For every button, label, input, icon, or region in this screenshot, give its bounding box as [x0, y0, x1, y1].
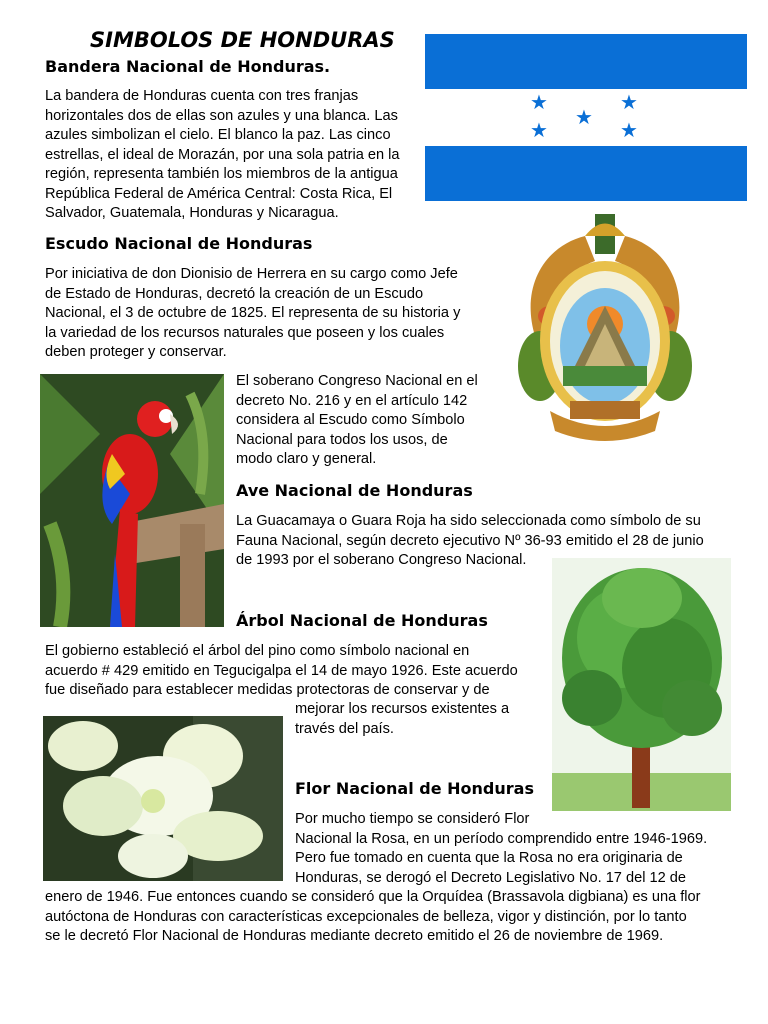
text-line: se le decretó Flor Nacional de Honduras mediante decreto emitido el 26 de noviembre de 1969.	[45, 928, 664, 944]
text-line: Salvador, Guatemala, Honduras y Nicaragua.	[45, 205, 339, 221]
text-line: La bandera de Honduras cuenta con tres franjas	[45, 88, 359, 104]
text-line: de Estado de Honduras, decretó la creación de un Escudo	[45, 285, 424, 302]
text-line: Honduras, se derogó el Decreto Legislativo No. 17 del 12 de	[295, 869, 687, 886]
text-line: Nacional la Rosa, en un período comprendido entre 1946-1969.	[295, 830, 708, 847]
text-line: de 1993 por el soberano Congreso Nacional.	[236, 552, 527, 568]
ave-heading: Ave Nacional de Honduras	[236, 481, 473, 500]
text-line: enero de 1946. Fue entonces cuando se consideró que la Orquídea (Brassavola digbiana) es una flor	[45, 889, 701, 905]
text-line: modo claro y general.	[236, 451, 377, 467]
text-line: República Federal de América Central: Costa Rica, El	[45, 185, 393, 202]
text-line: El gobierno estableció el árbol del pino como símbolo nacional en	[45, 643, 470, 659]
bandera-heading: Bandera Nacional de Honduras.	[45, 57, 331, 76]
orchid-icon	[43, 716, 283, 881]
text-line: El soberano Congreso Nacional en el	[236, 373, 478, 389]
star-icon: ★	[530, 92, 548, 114]
star-icon: ★	[575, 107, 593, 129]
escudo-heading: Escudo Nacional de Honduras	[45, 234, 313, 253]
text-line: La Guacamaya o Guara Roja ha sido seleccionada como símbolo de su	[236, 513, 701, 529]
escudo-text	[45, 265, 460, 363]
coat-of-arms-icon	[515, 206, 695, 446]
flor-text	[295, 810, 707, 888]
text-line: mejorar los recursos existentes a	[295, 701, 510, 717]
text-line: Pero fue tomado en cuenta que la Rosa no era originaria de	[295, 850, 683, 866]
star-icon: ★	[530, 120, 548, 142]
tree-icon	[552, 558, 731, 811]
text-line: acuerdo # 429 emitido en Tegucigalpa el 14 de mayo 1926. Este acuerdo	[45, 662, 518, 679]
arbol-text	[45, 642, 518, 701]
flor-text-2	[45, 888, 701, 947]
page-title: SIMBOLOS DE HONDURAS	[90, 28, 395, 52]
star-icon: ★	[620, 120, 638, 142]
text-line: fue diseñado para establecer medidas protectoras de conservar y de	[45, 682, 490, 698]
text-line: considera al Escudo como Símbolo	[236, 412, 465, 428]
honduras-flag-icon	[425, 34, 747, 201]
arbol-text-2	[295, 700, 509, 739]
bandera-text	[45, 87, 400, 224]
text-line: Fauna Nacional, según decreto ejecutivo Nº 36-93 emitido el 28 de junio	[236, 532, 704, 549]
text-line: estrellas, el ideal de Morazán, por una sola patria en la	[45, 146, 400, 163]
text-line: través del país.	[295, 720, 394, 737]
flag-top-band	[425, 34, 747, 89]
text-line: azules simbolizan el cielo. El blanco la paz. Las cinco	[45, 127, 391, 143]
text-line: la variedad de los recursos naturales que poseen y los cuales	[45, 324, 445, 341]
star-icon: ★	[620, 92, 638, 114]
text-line: horizontales dos de ellas son azules y una blanca. Las	[45, 107, 398, 124]
text-line: Por iniciativa de don Dionisio de Herrera en su cargo como Jefe	[45, 266, 458, 282]
flag-bottom-band	[425, 146, 747, 201]
macaw-icon	[40, 374, 224, 627]
arbol-heading: Árbol Nacional de Honduras	[236, 611, 488, 630]
text-line: autóctona de Honduras con características excepcionales de belleza, vigor y distinción, por lo tanto	[45, 908, 687, 925]
escudo-text-2	[236, 372, 478, 470]
text-line: deben proteger y conservar.	[45, 344, 227, 360]
text-line: Por mucho tiempo se consideró Flor	[295, 811, 530, 827]
text-line: Nacional para todos los usos, de	[236, 431, 448, 448]
text-line: región, representa también los miembros de la antigua	[45, 166, 398, 182]
flor-heading: Flor Nacional de Honduras	[295, 779, 534, 798]
text-line: decreto No. 216 y en el artículo 142	[236, 392, 468, 409]
text-line: Nacional, el 3 de octubre de 1825. El representa de su historia y	[45, 305, 461, 321]
